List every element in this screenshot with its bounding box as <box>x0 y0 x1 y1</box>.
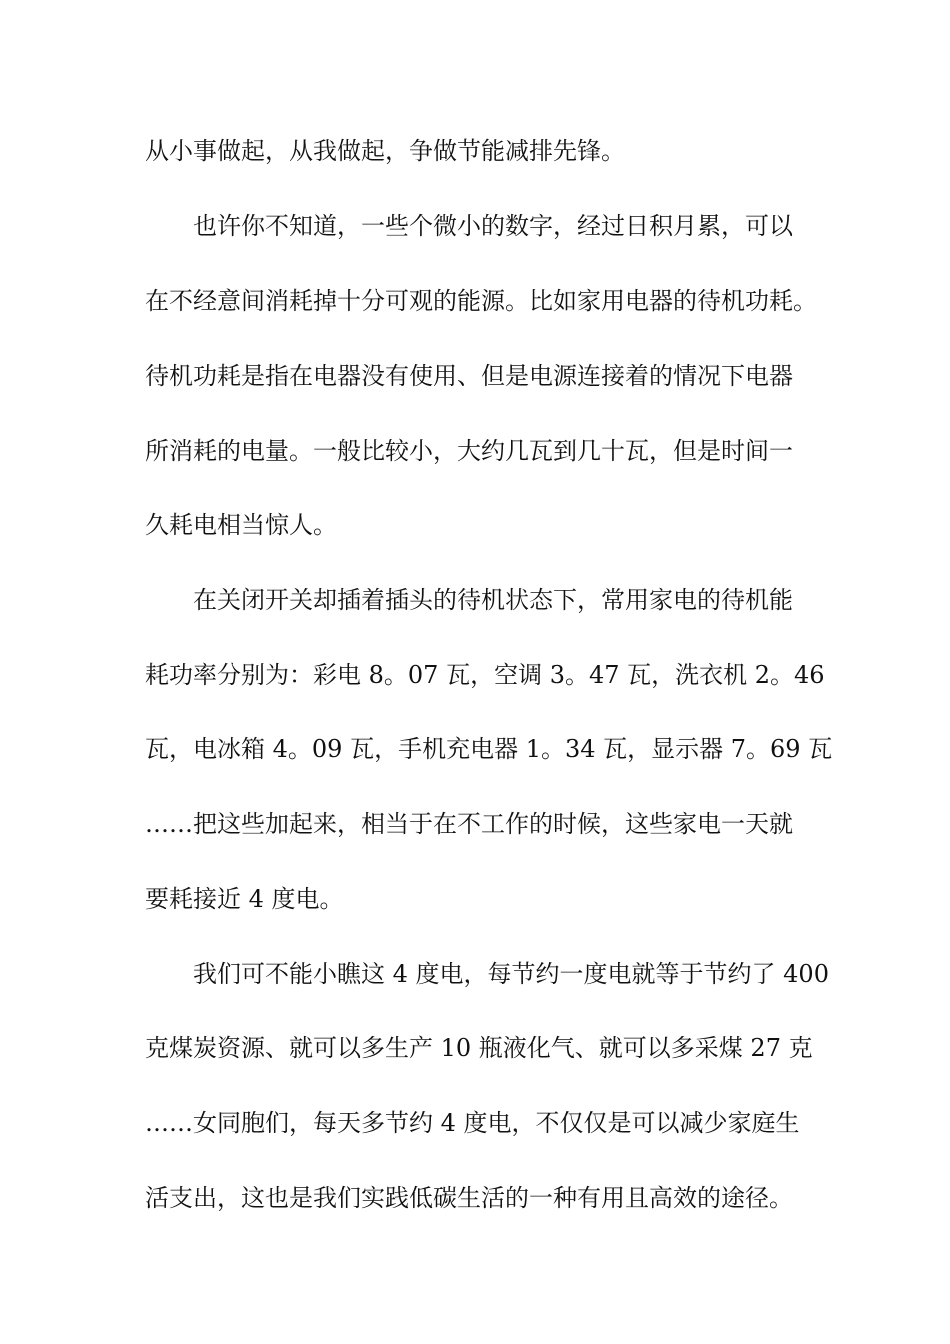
text-line: 在不经意间消耗掉十分可观的能源。比如家用电器的待机功耗。 <box>145 287 817 315</box>
text-line: 我们可不能小瞧这 4 度电，每节约一度电就等于节约了 400 <box>193 960 829 988</box>
text-line: ……女同胞们，每天多节约 4 度电，不仅仅是可以减少家庭生 <box>145 1109 800 1137</box>
text-line: 从小事做起，从我做起，争做节能减排先锋。 <box>145 137 625 165</box>
text-line: 所消耗的电量。一般比较小，大约几瓦到几十瓦，但是时间一 <box>145 437 793 465</box>
text-line: 也许你不知道，一些个微小的数字，经过日积月累，可以 <box>193 212 793 240</box>
text-line: 久耗电相当惊人。 <box>145 511 337 539</box>
text-line: 要耗接近 4 度电。 <box>145 885 344 913</box>
text-line: 活支出，这也是我们实践低碳生活的一种有用且高效的途径。 <box>145 1184 793 1212</box>
text-line: 耗功率分别为：彩电 8。07 瓦，空调 3。47 瓦，洗衣机 2。46 <box>145 661 825 689</box>
text-line: 瓦，电冰箱 4。09 瓦，手机充电器 1。34 瓦，显示器 7。69 瓦 <box>145 735 833 763</box>
text-line: 在关闭开关却插着插头的待机状态下，常用家电的待机能 <box>193 586 793 614</box>
text-line: 克煤炭资源、就可以多生产 10 瓶液化气、就可以多采煤 27 克 <box>145 1034 813 1062</box>
text-line: 待机功耗是指在电器没有使用、但是电源连接着的情况下电器 <box>145 362 793 390</box>
text-line: ……把这些加起来，相当于在不工作的时候，这些家电一天就 <box>145 810 793 838</box>
